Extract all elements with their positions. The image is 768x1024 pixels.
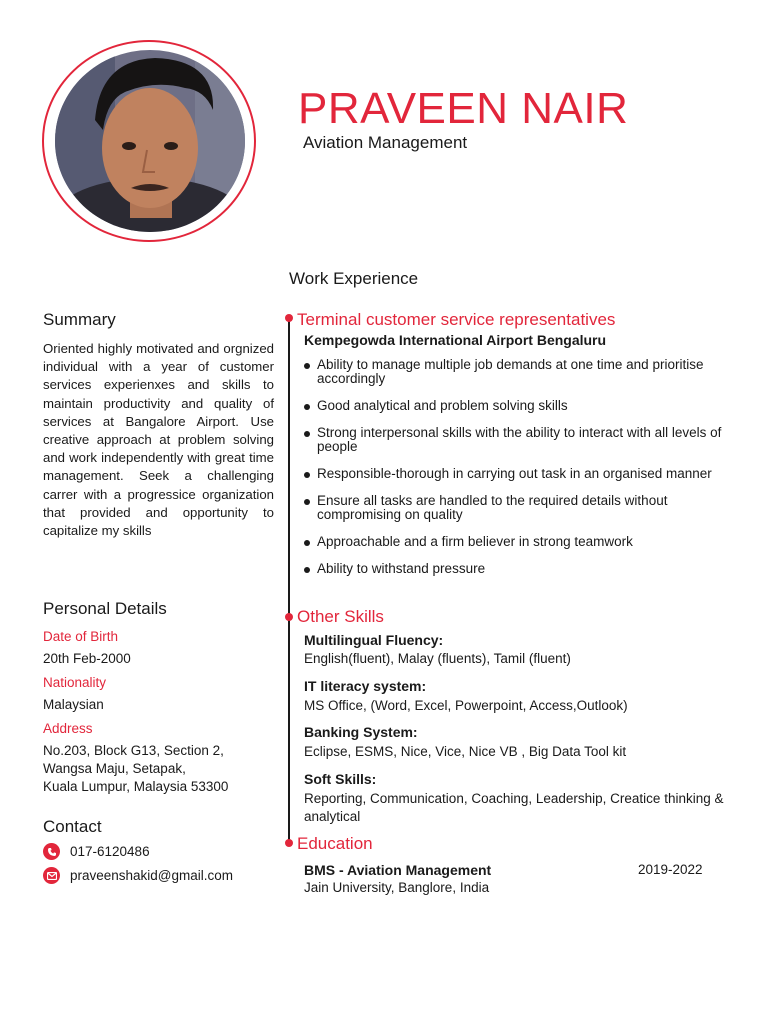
job-position: Terminal customer service representatives <box>297 310 616 329</box>
bullet-icon <box>304 404 310 410</box>
contact-phone[interactable]: 017-6120486 <box>70 844 150 859</box>
list-item: Ability to withstand pressure <box>304 562 750 576</box>
address-line-3: Kuala Lumpur, Malaysia 53300 <box>43 779 229 794</box>
address-label: Address <box>43 721 93 736</box>
timeline-dot-work <box>285 314 293 322</box>
nationality-label: Nationality <box>43 675 107 690</box>
skill-value-languages: English(fluent), Malay (fluents), Tamil (fluent) <box>304 651 571 666</box>
bullet-icon <box>304 540 310 546</box>
education-school: Jain University, Banglore, India <box>304 880 490 895</box>
address-line-1: No.203, Block G13, Section 2, <box>43 743 224 758</box>
timeline-dot-education <box>285 839 293 847</box>
skill-heading-languages: Multilingual Fluency: <box>304 632 444 648</box>
skill-heading-it: IT literacy system: <box>304 678 427 694</box>
mail-icon <box>43 867 60 884</box>
list-item: Ability to manage multiple job demands at one time and prioritise accordingly <box>304 358 750 386</box>
nationality-value: Malaysian <box>43 697 104 712</box>
contact-title: Contact <box>43 817 102 836</box>
skill-heading-banking: Banking System: <box>304 724 418 740</box>
bullet-icon <box>304 567 310 573</box>
bullet-icon <box>304 499 310 505</box>
phone-icon <box>43 843 60 860</box>
list-item: Ensure all tasks are handled to the required details without compromising on quality <box>304 494 750 522</box>
contact-email[interactable]: praveenshakid@gmail.com <box>70 868 234 883</box>
address-line-2: Wangsa Maju, Setapak, <box>43 761 186 776</box>
skill-heading-soft: Soft Skills: <box>304 771 377 787</box>
personal-details-title: Personal Details <box>43 599 167 618</box>
contact-email-row <box>43 867 233 884</box>
dob-label: Date of Birth <box>43 629 119 644</box>
list-item: Responsible-thorough in carrying out task in an organised manner <box>304 467 750 481</box>
bullet-icon <box>304 431 310 437</box>
skill-value-it: MS Office, (Word, Excel, Powerpoint, Access,Outlook) <box>304 698 628 713</box>
list-item: Strong interpersonal skills with the ability to interact with all levels of people <box>304 426 750 454</box>
candidate-name: PRAVEEN NAIR <box>298 84 629 133</box>
skill-value-banking: Eclipse, ESMS, Nice, Vice, Nice VB , Big Data Tool kit <box>304 744 627 759</box>
timeline-dot-skills <box>285 613 293 621</box>
timeline-line <box>288 318 290 844</box>
summary-text: Oriented highly motivated and orgnized individual with a year of customer services experienxes and skills to maintain productivity and quality of services at Bangalore Airport. Use creative approach at problem solving and work independently with great time management. Seek a challenging carrer with a progressice organization that provided and opportunity to capitalize my skills <box>43 341 274 539</box>
bullet-icon <box>304 363 310 369</box>
other-skills-title: Other Skills <box>297 607 384 626</box>
list-item: Approachable and a firm believer in strong teamwork <box>304 535 750 549</box>
bullet-icon <box>304 472 310 478</box>
education-year: 2019-2022 <box>638 862 703 877</box>
summary-title: Summary <box>43 310 116 329</box>
contact-phone-row <box>43 843 150 860</box>
profile-photo <box>55 50 245 232</box>
dob-value: 20th Feb-2000 <box>43 651 131 666</box>
education-title: Education <box>297 834 373 853</box>
skill-value-soft: Reporting, Communication, Coaching, Leadership, Creatice thinking & analytical <box>304 791 724 824</box>
education-degree: BMS - Aviation Management <box>304 862 492 878</box>
candidate-role: Aviation Management <box>303 133 468 152</box>
job-responsibilities-list <box>304 358 750 589</box>
work-experience-title: Work Experience <box>289 269 419 288</box>
job-company: Kempegowda International Airport Bengaluru <box>304 332 607 348</box>
list-item: Good analytical and problem solving skills <box>304 399 750 413</box>
